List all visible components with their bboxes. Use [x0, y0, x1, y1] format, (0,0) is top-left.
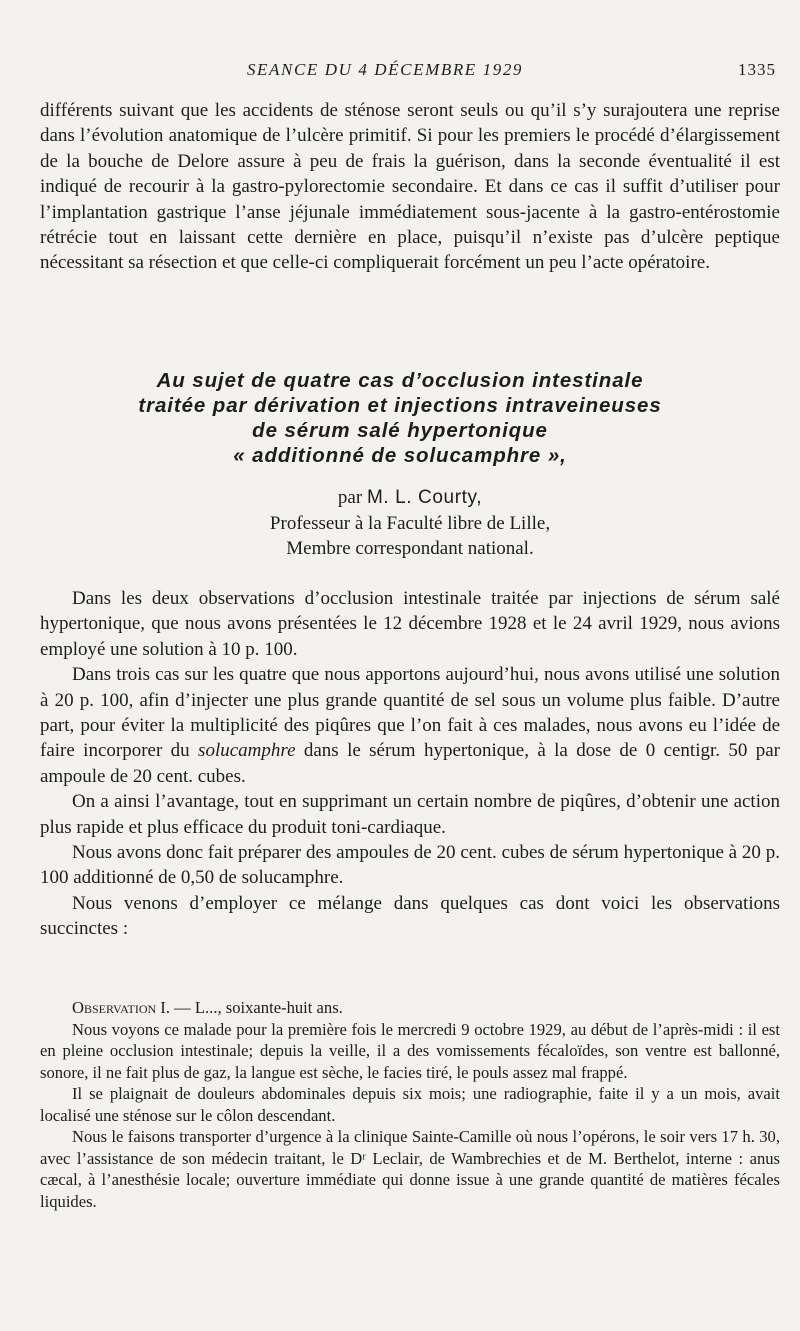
- running-title: SEANCE DU 4 DÉCEMBRE 1929: [246, 60, 524, 79]
- byline: [40, 485, 780, 562]
- body-paragraph-2-end: dans le sérum hypertonique, à la dose de 0 centigr. 50 par ampoule de 20 cent. cubes.: [40, 740, 781, 787]
- author-line: [40, 485, 780, 511]
- page-number: 1335: [738, 60, 776, 79]
- article-title-line-4: « additionné de solucamphre »,: [233, 444, 567, 467]
- solucamphre-term: solucamphre: [198, 740, 296, 762]
- body-paragraph-1: Dans les deux observations d’occlusion intestinale traitée par injections de sérum salé hypertonique, que nous avons présentées le 12 décembre 1928 et le 24 avril 1929, nous avions employé une solution à 10 p. 100.: [40, 588, 780, 660]
- observation-paragraph-1: Nous voyons ce malade pour la première fois le mercredi 9 octobre 1929, au début de l’après-midi : il est en pleine occlusion intestinale; depuis la veille, il a des vomissements fécaloïdes, son ventre est ballonné, sonore, il ne fait plus de gaz, la langue est sèche, le facies tiré, le pouls assez mal frappé.: [40, 1019, 780, 1082]
- observation-label: Observation I.: [72, 998, 170, 1017]
- byline-prefix: par: [337, 487, 363, 508]
- observation-section: [40, 997, 780, 1212]
- body-paragraph-3: On a ainsi l’avantage, tout en supprimant un certain nombre de piqûres, d’obtenir une action plus rapide et plus efficace du produit toni-cardiaque.: [40, 791, 780, 838]
- lead-paragraph: différents suivant que les accidents de sténose seront seuls ou qu’il s’y surajoutera une reprise dans l’évolution anatomique de l’ulcère primitif. Si pour les premiers le procédé d’élargissement de la bouche de Delore assure à peu de frais la guérison, dans la seconde éventualité il est indiqué de recourir à la gastro-pylorectomie secondaire. Et dans ce cas il suffit d’utiliser pour l’implantation gastrique l’anse jéjunale immédiatement sous-jacente à la gastro-entérostomie rétrécie tout en laissant cette dernière en place, puisqu’il n’existe pas d’ulcère peptique nécessitant sa résection et que celle-ci compliquerait forcément un peu l’acte opératoire.: [40, 100, 780, 274]
- body-paragraph-4: Nous avons donc fait préparer des ampoules de 20 cent. cubes de sérum hypertonique à 20 p. 100 additionné de 0,50 de solucamphre.: [40, 842, 780, 889]
- article-title-line-1: Au sujet de quatre cas d’occlusion intestinale: [156, 369, 644, 392]
- body-paragraph-5: Nous venons d’employer ce mélange dans quelques cas dont voici les observations succinctes :: [40, 892, 780, 940]
- author-name: M. L. Courty,: [366, 487, 483, 508]
- observation-paragraph-2: Il se plaignait de douleurs abdominales depuis six mois; une radiographie, faite il y a un mois, avait localisé une sténose sur le côlon descendant.: [40, 1084, 780, 1125]
- author-affiliation: Professeur à la Faculté libre de Lille,: [269, 512, 551, 534]
- body-paragraph-2-start: Dans trois cas sur les quatre que nous apportons aujourd’hui, nous avons utilisé une solution à 20 p. 100, afin d’injecter une plus grande quantité de sel sous un volume plus faible. D’autre part, pour éviter la multiplicité des piqûres que l’on fait à ces malades, nous avons eu l’idée de faire incorporer du: [40, 664, 780, 762]
- observation-paragraph-3: Nous le faisons transporter d’urgence à la clinique Sainte-Camille où nous l’opérons, le soir vers 17 h. 30, avec l’assistance de son médecin traitant, le Dʳ Leclair, de Wambrechies et de M. Berthelot, interne : anus cæcal, à l’anesthésie locale; ouverture immédiate qui donne issue à une grande quantité de matières fécales liquides.: [40, 1127, 780, 1211]
- author-membership: Membre correspondant national.: [286, 538, 534, 559]
- lead-paragraph-block: [40, 98, 780, 276]
- body-paragraph-2: [40, 662, 780, 789]
- observation-heading: [40, 997, 780, 1019]
- article-title-line-2: traitée par dérivation et injections intraveineuses: [138, 394, 662, 417]
- article-title: [40, 368, 760, 468]
- observation-subject: — L..., soixante-huit ans.: [174, 998, 343, 1017]
- running-header: [0, 58, 800, 84]
- article-body: [40, 586, 780, 942]
- article-title-line-3: de sérum salé hypertonique: [252, 419, 548, 442]
